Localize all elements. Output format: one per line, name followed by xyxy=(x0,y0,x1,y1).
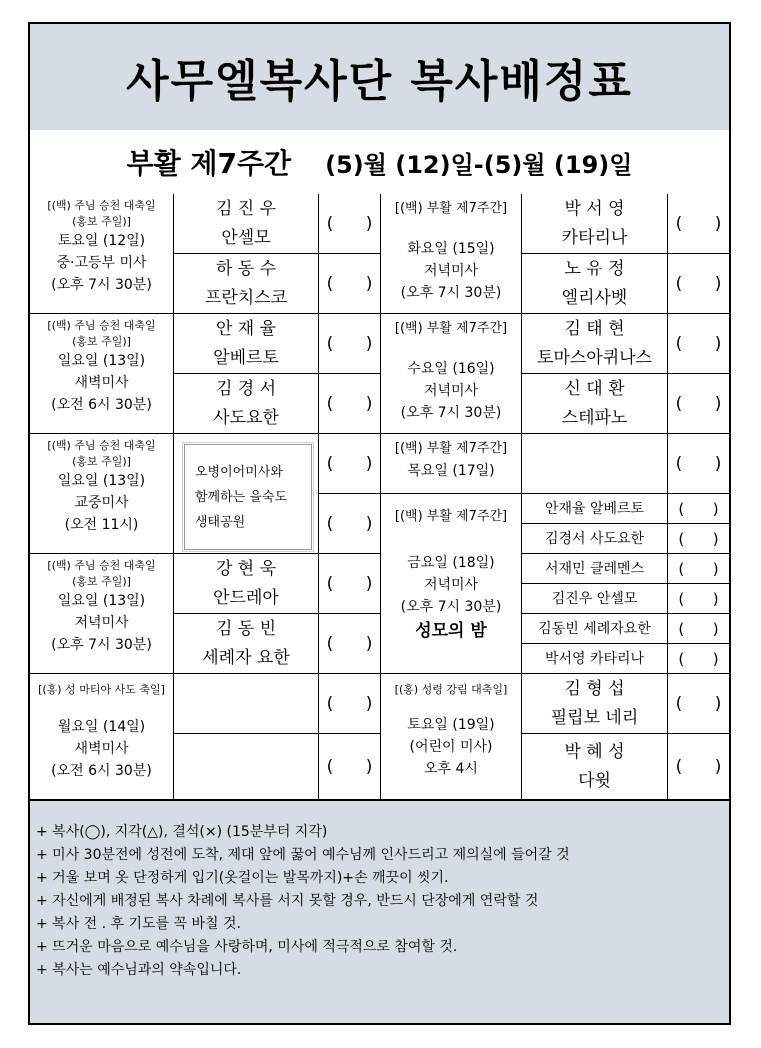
server-cell-empty xyxy=(174,674,319,734)
page-title: 사무엘복사단 복사배정표 xyxy=(126,56,633,107)
feast-sub-label: (홍보 주일)] xyxy=(72,215,131,228)
check-brackets: ( ) xyxy=(326,273,373,294)
server-cell xyxy=(174,194,319,254)
feast-label: [(백) 주님 승천 대축일 xyxy=(47,439,156,452)
server-baptismal-name: 세례자 요한 xyxy=(202,647,290,668)
slot-wed16 xyxy=(381,314,522,434)
check-brackets: ( ) xyxy=(326,393,373,414)
mass-label: 중·고등부 미사 xyxy=(56,255,147,271)
attendance-check[interactable] xyxy=(319,674,381,734)
server-cell xyxy=(522,674,668,734)
day-label: 월요일 (14일) xyxy=(57,719,146,735)
check-brackets: ( ) xyxy=(326,633,373,654)
check-brackets: ( ) xyxy=(675,756,722,777)
slot-sun13-main xyxy=(30,434,174,554)
server-cell xyxy=(522,314,668,374)
server-cell xyxy=(522,494,668,524)
feast-label: [(백) 부활 제7주간] xyxy=(394,441,508,456)
note-line: + 복사(◯), 지각(△), 결석(×) (15분부터 지각) xyxy=(36,824,328,840)
attendance-check[interactable] xyxy=(668,614,729,644)
server-baptismal-name: 스테파노 xyxy=(561,407,628,428)
server-cell xyxy=(522,584,668,614)
server-name: 안 재 율 xyxy=(215,318,277,339)
server-cell-empty xyxy=(522,434,668,494)
title-bar xyxy=(30,24,729,132)
server-name: 김 형 섭 xyxy=(564,678,625,699)
attendance-check[interactable] xyxy=(668,254,729,314)
event-label: 성모의 밤 xyxy=(415,621,487,641)
attendance-check[interactable] xyxy=(319,554,381,614)
attendance-check[interactable] xyxy=(668,314,729,374)
check-brackets: ( ) xyxy=(326,213,373,234)
day-label: 토요일 (12일) xyxy=(57,233,146,249)
time-label: (오전 6시 30분) xyxy=(51,763,152,779)
week-name: 부활 제7주간 xyxy=(126,147,292,180)
time-label: 오후 4시 xyxy=(424,761,478,777)
day-label: 수요일 (16일) xyxy=(407,361,495,377)
check-brackets: ( ) xyxy=(326,756,373,777)
server-full-name: 안재율 알베르토 xyxy=(544,500,645,517)
attendance-check[interactable] xyxy=(319,614,381,674)
time-label: (오후 7시 30분) xyxy=(51,637,152,653)
mass-label: 교중미사 xyxy=(74,495,129,511)
server-cell xyxy=(522,524,668,554)
day-label: 일요일 (13일) xyxy=(57,473,146,489)
slot-sun13-evening xyxy=(30,554,174,674)
attendance-check[interactable] xyxy=(668,194,729,254)
server-baptismal-name: 안드레아 xyxy=(213,587,279,608)
server-name: 김 경 서 xyxy=(215,378,277,399)
slot-fri18 xyxy=(381,494,522,674)
day-label: 화요일 (15일) xyxy=(407,241,495,257)
notice-line: 함께하는 을숙도 xyxy=(195,489,288,505)
attendance-check[interactable] xyxy=(319,374,381,434)
time-label: (오전 11시) xyxy=(64,517,139,533)
check-brackets: ( ) xyxy=(678,649,719,668)
slot-sun13-early xyxy=(30,314,174,434)
note-line: + 복사 전 . 후 기도를 꼭 바칠 것. xyxy=(36,916,241,932)
feast-label: [(백) 부활 제7주간] xyxy=(394,509,508,524)
check-brackets: ( ) xyxy=(326,453,373,474)
server-full-name: 김경서 사도요한 xyxy=(544,530,645,547)
server-baptismal-name: 안셀모 xyxy=(221,227,271,248)
attendance-check[interactable] xyxy=(668,674,729,734)
feast-sub-label: (홍보 주일)] xyxy=(72,335,131,348)
attendance-check[interactable] xyxy=(668,734,729,799)
server-cell-empty xyxy=(174,734,319,799)
feast-label: [(백) 부활 제7주간] xyxy=(394,321,508,336)
slot-mon14 xyxy=(30,674,174,799)
server-cell xyxy=(522,254,668,314)
day-label: 금요일 (18일) xyxy=(407,555,495,571)
server-name: 김 진 우 xyxy=(215,198,277,219)
day-label: 일요일 (13일) xyxy=(57,353,146,369)
server-name: 김 동 빈 xyxy=(215,618,277,639)
server-full-name: 서재민 클레멘스 xyxy=(544,560,645,577)
server-baptismal-name: 엘리사벳 xyxy=(561,287,628,308)
time-label: (오후 7시 30분) xyxy=(400,405,502,421)
check-brackets: ( ) xyxy=(326,573,373,594)
check-brackets: ( ) xyxy=(678,559,719,578)
check-brackets: ( ) xyxy=(326,333,373,354)
notice-box xyxy=(184,444,312,550)
server-cell xyxy=(522,374,668,434)
check-brackets: ( ) xyxy=(326,513,373,534)
attendance-check[interactable] xyxy=(668,584,729,614)
server-cell xyxy=(174,314,319,374)
attendance-check[interactable] xyxy=(668,374,729,434)
check-brackets: ( ) xyxy=(675,273,722,294)
notice-line: 생태공원 xyxy=(195,514,246,530)
mass-label: 저녁미사 xyxy=(74,615,129,631)
day-label: 일요일 (13일) xyxy=(57,593,146,609)
check-brackets: ( ) xyxy=(675,393,722,414)
server-cell xyxy=(174,614,319,674)
day-label: 토요일 (19일) xyxy=(407,717,495,733)
mass-label: 새벽미사 xyxy=(74,741,129,757)
slot-tue15 xyxy=(381,194,522,314)
server-name: 하 동 수 xyxy=(215,258,277,279)
check-brackets: ( ) xyxy=(675,333,722,354)
server-baptismal-name: 카타리나 xyxy=(561,227,628,248)
feast-label: [(백) 주님 승천 대축일 xyxy=(47,559,156,572)
week-dates: (5)월 (12)일-(5)월 (19)일 xyxy=(325,150,633,179)
server-cell xyxy=(522,194,668,254)
server-name: 김 태 현 xyxy=(564,318,625,339)
attendance-check[interactable] xyxy=(319,434,381,494)
server-baptismal-name: 사도요한 xyxy=(213,407,279,428)
mass-label: 저녁미사 xyxy=(423,263,479,279)
server-baptismal-name: 프란치스코 xyxy=(204,287,288,308)
server-cell xyxy=(174,254,319,314)
mass-label: 저녁미사 xyxy=(423,383,479,399)
attendance-check[interactable] xyxy=(668,494,729,524)
server-full-name: 김진우 안셀모 xyxy=(551,590,638,607)
server-cell xyxy=(522,734,668,799)
server-name: 노 유 정 xyxy=(564,258,625,279)
attendance-check[interactable] xyxy=(668,644,729,674)
day-label: 목요일 (17일) xyxy=(407,463,495,479)
attendance-check[interactable] xyxy=(319,734,381,799)
server-cell xyxy=(174,374,319,434)
rules-notes xyxy=(30,799,729,1023)
attendance-check[interactable] xyxy=(668,434,729,494)
feast-label: [(백) 주님 승천 대축일 xyxy=(47,199,156,212)
server-baptismal-name: 다윗 xyxy=(578,770,611,791)
check-brackets: ( ) xyxy=(326,693,373,714)
notice-line: 오병이어미사와 xyxy=(195,464,283,480)
server-cell xyxy=(522,614,668,644)
note-line: + 미사 30분전에 성전에 도착, 제대 앞에 꿇어 예수님께 인사드리고 제의실에 들어갈 것 xyxy=(36,847,570,863)
mass-label: 저녁미사 xyxy=(423,577,479,593)
attendance-check[interactable] xyxy=(668,554,729,584)
check-brackets: ( ) xyxy=(678,529,719,548)
mass-label: 새벽미사 xyxy=(74,375,129,391)
check-brackets: ( ) xyxy=(678,499,719,518)
server-cell xyxy=(522,554,668,584)
slot-thu17 xyxy=(381,434,522,494)
note-line: + 자신에게 배정된 복사 차례에 복사를 서지 못할 경우, 반드시 단장에게 연락할 것 xyxy=(36,893,539,909)
check-brackets: ( ) xyxy=(675,213,722,234)
schedule-sheet xyxy=(28,22,731,1025)
server-baptismal-name: 필립보 네리 xyxy=(550,707,639,728)
server-full-name: 박서영 카타리나 xyxy=(544,650,645,667)
check-brackets: ( ) xyxy=(678,589,719,608)
check-brackets: ( ) xyxy=(678,619,719,638)
attendance-check[interactable] xyxy=(319,194,381,254)
time-label: (오후 7시 30분) xyxy=(51,277,152,293)
server-name: 신 대 환 xyxy=(564,378,625,399)
feast-label: [(백) 부활 제7주간] xyxy=(394,201,508,216)
server-cell xyxy=(174,554,319,614)
time-label: (오전 6시 30분) xyxy=(51,397,152,413)
attendance-check[interactable] xyxy=(319,314,381,374)
note-line: + 거울 보며 옷 단정하게 입기(옷걸이는 발목까지)+손 깨끗이 씻기. xyxy=(36,870,449,886)
note-line: + 복사는 예수님과의 약속입니다. xyxy=(36,962,242,978)
week-bar xyxy=(30,130,729,196)
notice-cell xyxy=(174,434,319,554)
mass-label: (어린이 미사) xyxy=(409,739,493,755)
slot-sat12 xyxy=(30,194,174,314)
feast-label: [(백) 주님 승천 대축일 xyxy=(47,319,156,332)
feast-label: [(홍) 성 마티아 사도 축일] xyxy=(38,683,165,696)
server-cell xyxy=(522,644,668,674)
check-brackets: ( ) xyxy=(675,453,722,474)
note-line: + 뜨거운 마음으로 예수님을 사랑하며, 미사에 적극적으로 참여할 것. xyxy=(36,939,458,955)
feast-sub-label: (홍보 주일)] xyxy=(72,455,131,468)
feast-sub-label: (홍보 주일)] xyxy=(72,575,131,588)
server-name: 강 현 욱 xyxy=(215,558,277,579)
attendance-check[interactable] xyxy=(319,494,381,554)
slot-sat19 xyxy=(381,674,522,799)
attendance-check[interactable] xyxy=(319,254,381,314)
server-name: 박 서 영 xyxy=(564,198,625,219)
check-brackets: ( ) xyxy=(675,693,722,714)
server-name: 박 혜 성 xyxy=(564,741,625,762)
attendance-check[interactable] xyxy=(668,524,729,554)
time-label: (오후 7시 30분) xyxy=(400,285,502,301)
server-baptismal-name: 알베르토 xyxy=(213,347,279,368)
feast-label: [(홍) 성령 강림 대축일] xyxy=(394,683,508,696)
time-label: (오후 7시 30분) xyxy=(400,599,502,615)
server-full-name: 김동빈 세례자요한 xyxy=(538,620,651,637)
server-baptismal-name: 토마스아퀴나스 xyxy=(537,347,652,368)
schedule-grid xyxy=(30,194,729,799)
